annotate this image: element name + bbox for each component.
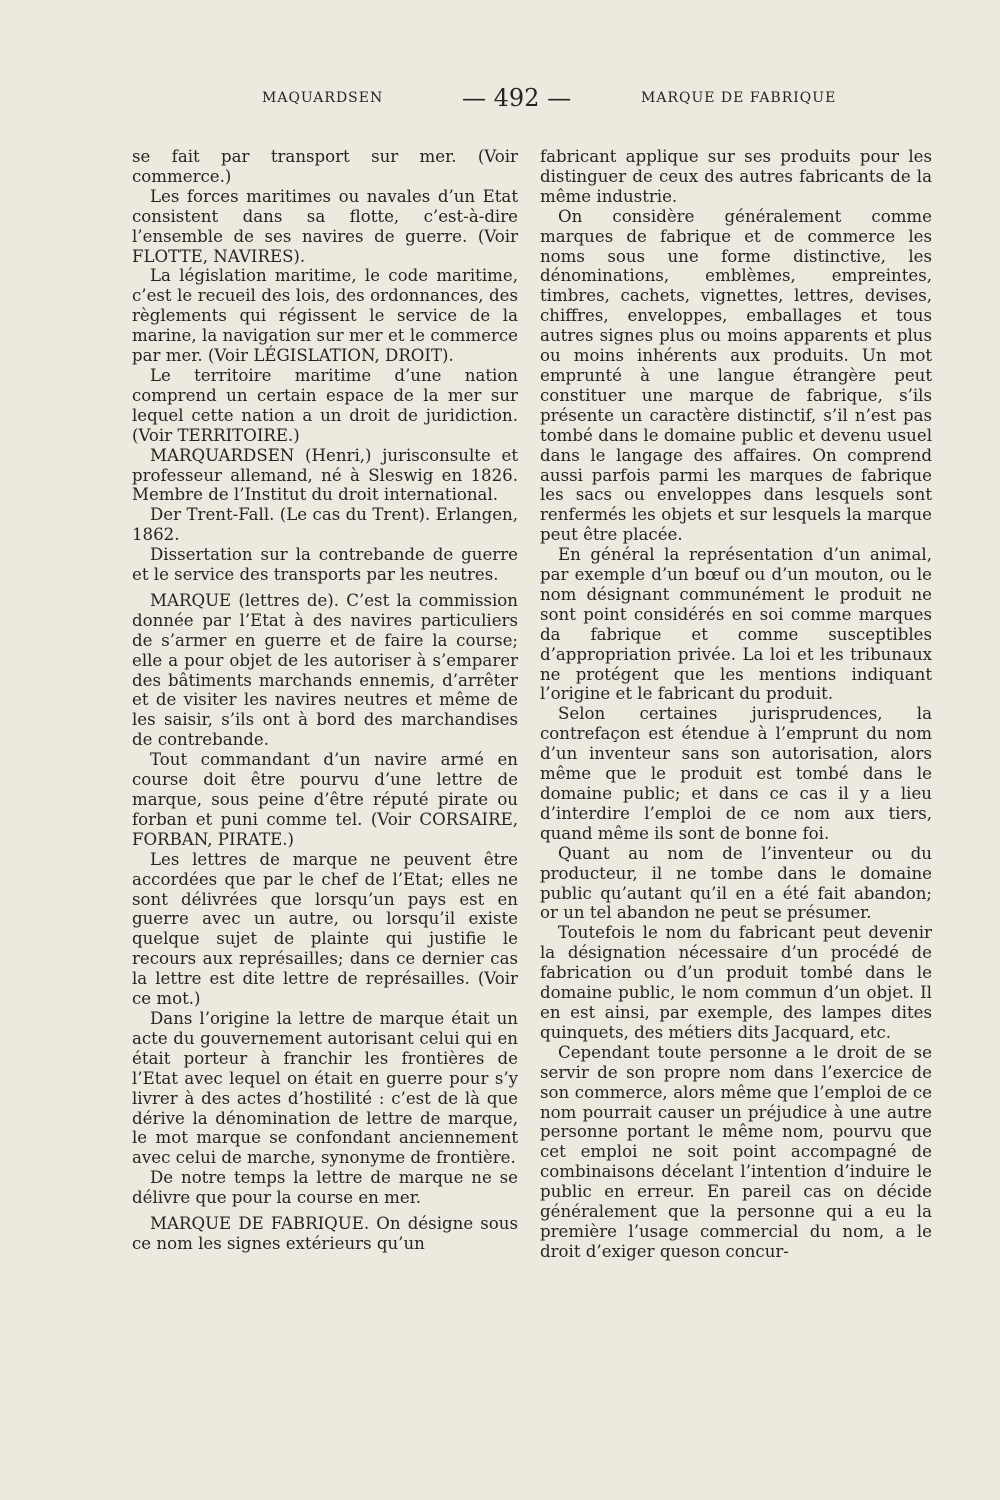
paragraph: Dans l’origine la lettre de marque était un acte du gouvernement autorisant celui qui en était porteur à franchir les frontières de l’Etat avec lequel on était en guerre pour s’y livrer à des actes d’hostilité : c’est de là que dérive la dénomination de lettre de marque, le mot marque se confondant anciennement avec celui de marche, synonyme de frontière. [132,1008,518,1168]
paragraph: De notre temps la lettre de marque ne se délivre que pour la course en mer. [132,1168,518,1208]
paragraph: Cependant toute personne a le droit de se servir de son propre nom dans l’exercice de son commerce, alors même que l’emploi de ce nom pourrait causer un préjudice à une autre personne portant le même nom, pourvu que cet emploi ne soit point accompagné de combinaisons décelant l’intention d’induire le public en erreur. En pareil cas on décide généralement que la personne qui a eu la première l’usage commercial du nom, a le droit d’exiger queson concur- [540,1042,932,1261]
left-column [132,147,518,1254]
paragraph: On considère généralement comme marques de fabrique et de commerce les noms sous une forme distinctive, les dénominations, emblèmes, empreintes, timbres, cachets, vignettes, lettres, devises, chiffres, enveloppes, emballages et tous autres signes plus ou moins apparents et plus ou moins inhérents aux produits. Un mot emprunté à une langue étrangère peut constituer une marque de fabrique, s’ils présente un caractère distinctif, s’il n’est pas tombé dans le domaine public et devenu usuel dans le langage des affaires. On comprend aussi parfois parmi les marques de fabrique les sacs ou enveloppes dans lesquels sont renfermés les objets et sur lesquels la marque peut être placée. [540,206,932,545]
page-number: — 492 — [462,84,572,112]
header-left-term: MAQUARDSEN [262,90,384,106]
paragraph: En général la représentation d’un animal, par exemple d’un bœuf ou d’un mouton, ou le nom désignant communément le produit ne sont point considérés en soi comme marques da fabrique et comme susceptibles d’appropriation privée. La loi et les tribunaux ne protégent que les mentions indiquant l’origine et le fabricant du produit. [540,545,932,704]
paragraph: Quant au nom de l’inventeur ou du producteur, il ne tombe dans le domaine public qu’autant qu’il en a été fait abandon; or un tel abandon ne peut se présumer. [540,843,932,923]
paragraph: Le territoire maritime d’une nation comprend un certain espace de la mer sur lequel cette nation a un droit de juridiction. (Voir TERRITOIRE.) [132,365,518,445]
paragraph: Les lettres de marque ne peuvent être accordées que par le chef de l’Etat; elles ne sont délivrées que lorsqu’un pays est en guerre avec un autre, ou lorsqu’il existe quelque sujet de plainte qui justifie le recours aux représailles; dans ce dernier cas la lettre est dite lettre de représailles. (Voir ce mot.) [132,849,518,1009]
paragraph: Tout commandant d’un navire armé en course doit être pourvu d’une lettre de marque, sous peine d’être réputé pirate ou forban et puni comme tel. (Voir CORSAIRE, FORBAN, PIRATE.) [132,750,518,849]
entry-marque-lettres: MARQUE (lettres de). C’est la commission donnée par l’Etat à des navires particuliers de s’armer en guerre et de faire la course; elle a pour objet de les autoriser à s’emparer des bâtiments marchands ennemis, d’arrêter et de visiter les navires neutres et même de les saisir, s’ils ont à bord des marchandises de contrebande. [132,590,518,750]
paragraph: fabricant applique sur ses produits pour les distinguer de ceux des autres fabricants de la même industrie. [540,147,932,206]
entry-marque-fabrique: MARQUE DE FABRIQUE. On désigne sous ce nom les signes extérieurs qu’un [132,1214,518,1253]
header-right-term: MARQUE DE FABRIQUE [641,90,837,106]
paragraph: Toutefois le nom du fabricant peut devenir la désignation nécessaire d’un procédé de fabrication ou d’un produit tombé dans le domaine public, le nom commun d’un objet. Il en est ainsi, par exemple, des lampes dites quinquets, des métiers dits Jacquard, etc. [540,923,932,1042]
entry-marquardsen: MARQUARDSEN (Henri,) jurisconsulte et professeur allemand, né à Sleswig en 1826. Membre de l’Institut du droit international. [132,445,518,505]
paragraph: La législation maritime, le code maritime, c’est le recueil des lois, des ordonnances, des règlements qui régissent le service de la marine, la navigation sur mer et le commerce par mer. (Voir LÉGISLATION, DROIT). [132,266,518,366]
paragraph: Der Trent-Fall. (Le cas du Trent). Erlangen, 1862. [132,505,518,545]
paragraph: Selon certaines jurisprudences, la contrefaçon est étendue à l’emprunt du nom d’un inventeur sans son autorisation, alors même que le produit est tombé dans le domaine public; et dans ce cas il y a lieu d’interdire l’emploi de ce nom aux tiers, quand même ils sont de bonne foi. [540,704,932,843]
paragraph: Les forces maritimes ou navales d’un Etat consistent dans sa flotte, c’est-à-dire l’ensemble de ses navires de guerre. (Voir FLOTTE, NAVIRES). [132,186,518,266]
right-column [540,147,932,1262]
paragraph: Dissertation sur la contrebande de guerre et le service des transports par les neutres. [132,545,518,585]
paragraph: se fait par transport sur mer. (Voir commerce.) [132,147,518,186]
running-header [0,84,1000,130]
